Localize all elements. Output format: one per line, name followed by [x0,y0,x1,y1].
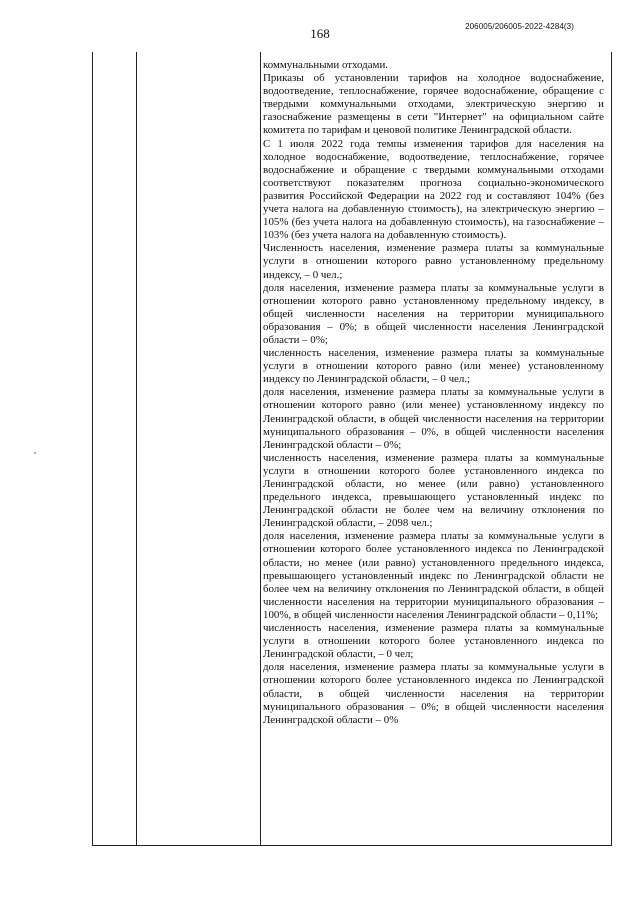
document-id: 206005/206005-2022-4284(3) [465,22,574,31]
table-column-number [93,52,137,845]
table-column-text [263,59,604,727]
paragraph-2: Приказы об установлении тарифов на холодное водоснабжение, водоотведение, теплоснабжение, горячее водоснабжение, обращение с твердыми коммунальными отходами, электрическую энергию и газоснабжение размещены в сети "Интернет" на официальном сайте комитета по тарифам и ценовой политике Ленинградской области. [263,72,604,137]
page-number: 168 [310,26,330,41]
paragraph-7: доля населения, изменение размера платы за коммунальные услуги в отношении которого равно (или менее) установленному индексу по Ленинградской области, в общей численности населения на территории муниципального образования – 0%, в общей численности населения Ленинградской области – 0%; [263,386,604,451]
paragraph-5: доля населения, изменение размера платы за коммунальные услуги в отношении которого равно установленному предельному индексу, в общей численности населения на территории муниципального образования – 0%; в общей численности населения Ленинградской области – 0%; [263,281,604,346]
content-table [92,52,612,846]
paragraph-1: коммунальными отходами. [263,59,388,71]
table-column-title [137,52,261,845]
paragraph-10: численность населения, изменение размера платы за коммунальные услуги в отношении которого более установленного индекса по Ленинградской области, – 0 чел; [263,622,604,661]
paragraph-6: численность населения, изменение размера платы за коммунальные услуги в отношении которого равно (или менее) установленному индексу по Ленинградской области, – 0 чел.; [263,347,604,386]
paragraph-4: Численность населения, изменение размера платы за коммунальные услуги в отношении которого равно установленному предельному индексу, – 0 чел.; [263,242,604,281]
scan-mark [34,452,36,454]
paragraph-11: доля населения, изменение размера платы за коммунальные услуги в отношении которого более установленного индекса по Ленинградской области, в общей численности населения на территории муниципального образования – 0%; в общей численности населения Ленинградской области – 0% [263,661,604,726]
paragraph-3: С 1 июля 2022 года темпы изменения тарифов для населения на холодное водоснабжение, водоотведение, теплоснабжение, горячее водоснабжение и обращение с твердыми коммунальными отходами соответствуют показателям прогноза социально-экономического развития Российской Федерации на 2022 год и составляют 104% (без учета налога на добавленную стоимость), на электрическую энергию – 105% (без учета налога на добавленную стоимость), на газоснабжение – 103% (без учета налога на добавленную стоимость). [263,137,604,242]
paragraph-8: численность населения, изменение размера платы за коммунальные услуги в отношении которого более установленного индекса по Ленинградской области, но менее (или равно) установленного предельного индекса, превышающего установленный индекс по Ленинградской области не более чем на величину отклонения по Ленинградской области, – 2098 чел.; [263,451,604,530]
paragraph-9: доля населения, изменение размера платы за коммунальные услуги в отношении которого более установленного индекса по Ленинградской области, но менее (или равно) установленного предельного индекса, превышающего установленный индекс по Ленинградской области не более чем на величину отклонения по Ленинградской области, в общей численности населения на территории муниципального образования – 100%, в общей численности населения Ленинградской области – 0,11%; [263,530,604,621]
